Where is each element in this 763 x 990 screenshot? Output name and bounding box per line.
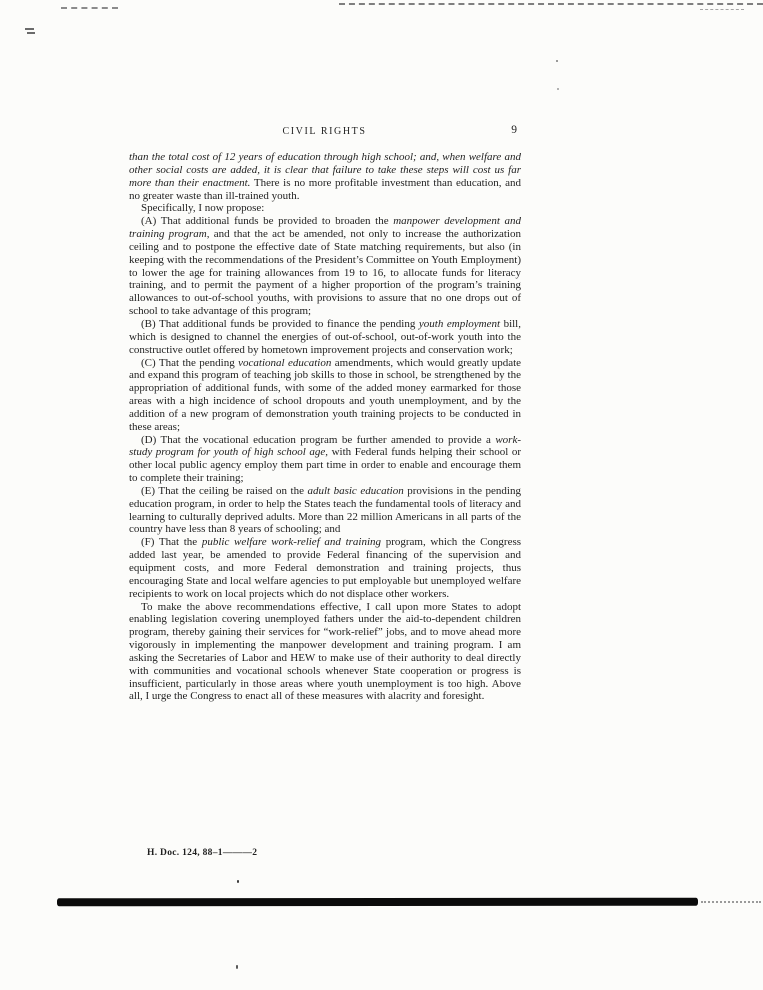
italic-run: manpower development and training program: [129, 215, 522, 241]
scan-artifact-speck: [236, 965, 238, 969]
document-body: [129, 151, 521, 703]
text-run: (B) That additional funds be provided to finance the pending: [141, 317, 419, 330]
scan-artifact-speck: [237, 880, 239, 883]
text-run: , with Federal funds helping their school or other local public agency employ them part time in order to enable and encourage them to complete their training;: [129, 446, 521, 485]
text-run: There is no more profitable investment than education, and no greater waste than ill-trained youth.: [129, 176, 522, 202]
italic-run: public welfare work-relief and training: [201, 536, 382, 549]
scan-artifact-bar-tail: [701, 901, 761, 903]
paragraph: [129, 434, 521, 485]
running-head: CIVIL RIGHTS: [282, 126, 367, 137]
italic-run: youth employment: [418, 317, 501, 330]
text-run: To make the above recommendations effective, I call upon more States to adopt enabling legislation covering unemployed fathers under the aid-to-dependent children program, thereby gaining their services for “work-relief” jobs, and to move ahead more vigorously in implementing the manpower development and training program. I am asking the Secretaries of Labor and HEW to make use of their authority to deal directly with communities and vocational schools whenever State cooperation or progress is insufficient, particularly in those areas where youth unemployment is too high. Above all, I urge the Congress to enact all of these measures with alacrity and foresight.: [129, 600, 521, 703]
text-run: (F) That the: [141, 536, 202, 549]
paragraph: [129, 151, 521, 202]
text-run: (A) That additional funds be provided to broaden the: [141, 215, 394, 228]
paragraph: [129, 536, 521, 600]
scan-artifact-dashes-top-right-2: [700, 9, 744, 10]
text-run: (E) That the ceiling be raised on the: [141, 484, 308, 497]
paragraph: [129, 485, 521, 536]
doc-reference: H. Doc. 124, 88–1———2: [147, 848, 258, 858]
text-run: amendments, which would greatly update and expand this program of teaching job skills to those in school, be strengthened by the appropriation of additional funds, with some of the added money earmarked for those areas with a high incidence of school dropouts and youth unemployment, and by the addition of a new program of demonstration youth training projects to be conducted in these areas;: [129, 356, 522, 433]
paragraph: [129, 601, 521, 704]
paragraph: [129, 215, 521, 318]
paragraph: [129, 202, 521, 215]
paragraph: [129, 318, 521, 357]
text-run: (C) That the pending: [141, 356, 239, 369]
paragraph: [129, 357, 521, 434]
scan-artifact-black-bar: [57, 898, 698, 907]
text-run: , and that the act be amended, not only to increase the authorization ceiling and to postpone the effective date of State matching requirements, but also (in keeping with the recommendations of the President’s Committee on Youth Employment) to lower the age for training allowances from 19 to 16, to allocate funds for literacy training, and to permit the payment of a higher proportion of the program’s training allowances to out-of-school youths, with provisions to assure that no one drops out of school to take advantage of this program;: [129, 228, 521, 318]
page-header: [129, 126, 520, 142]
italic-run: than the total cost of 12 years of education through high school; and, when welfare and other social costs are added, it is clear that failure to take these steps will cost us far more than their enactment.: [129, 151, 521, 189]
page-number: 9: [511, 124, 517, 136]
text-run: Specifically, I now propose:: [141, 202, 265, 215]
text-run: provisions in the pending education program, in order to help the States teach the fundamental tools of literacy and learning to culturally deprived adults. More than 22 million Americans in all parts of the country have less than 8 years of schooling; and: [129, 484, 521, 536]
italic-run: work-study program for youth of high school age: [129, 433, 521, 459]
scan-artifact-tick: [27, 32, 35, 34]
italic-run: vocational education: [238, 356, 332, 369]
text-run: bill, which is designed to channel the energies of out-of-school, out-of-work youth into the constructive outlet offered by hometown improvement projects and conservation work;: [129, 317, 521, 356]
text-run: (D) That the vocational education program be further amended to provide a: [141, 433, 496, 446]
italic-run: adult basic education: [307, 484, 404, 497]
scan-artifact-tick: [25, 28, 34, 30]
scan-artifact-dashes-top-right: [339, 3, 763, 5]
scan-artifact-speck: [557, 88, 559, 90]
scan-artifact-speck: [556, 60, 558, 62]
scan-artifact-dashes-top-left: [61, 7, 118, 9]
text-run: program, which the Congress added last year, be amended to provide Federal financing of the supervision and equipment costs, and more Federal demonstration and training projects, thus encouraging State and local welfare agencies to put employable but unemployed welfare recipients to work on local projects which do not displace other workers.: [129, 536, 522, 600]
